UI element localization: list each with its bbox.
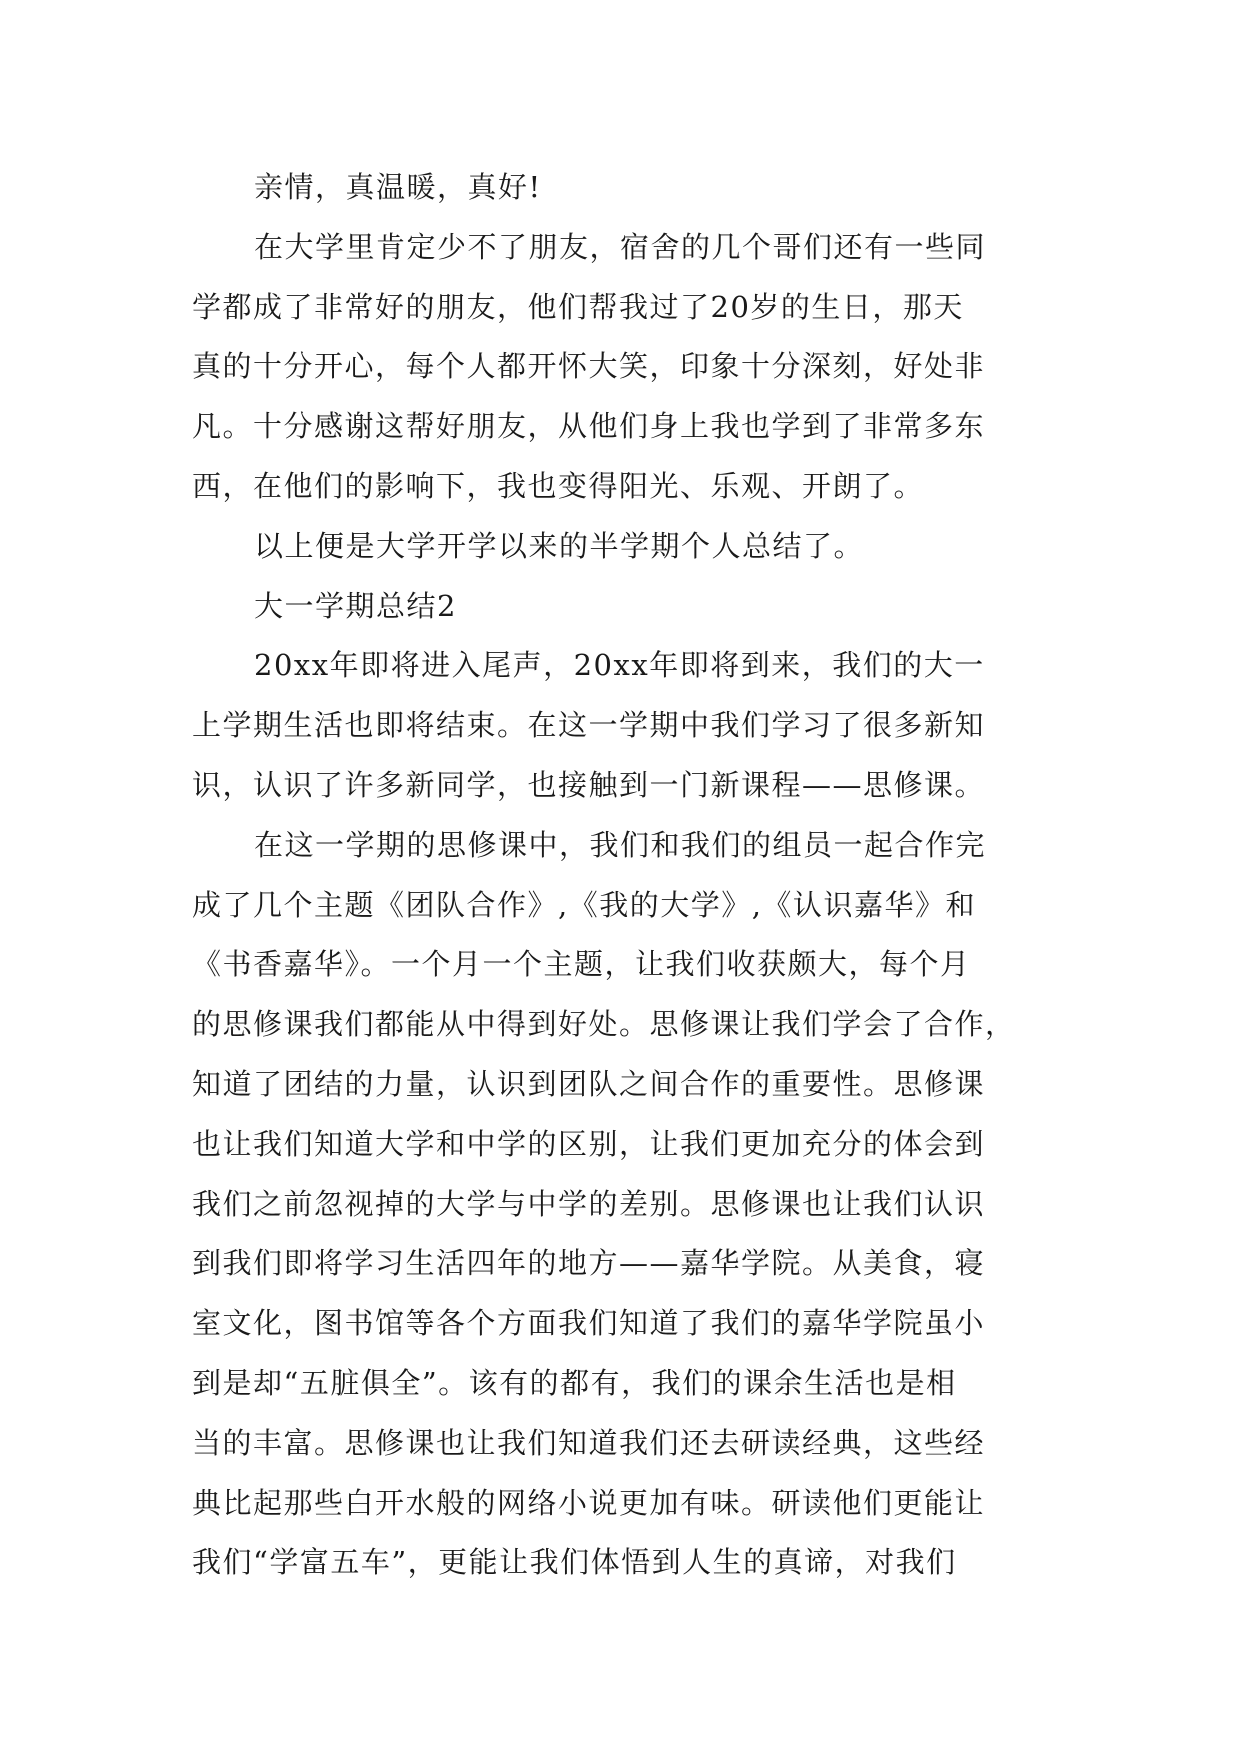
text-line: 知道了团结的力量，认识到团队之间合作的重要性。思修课 [192,1066,986,1101]
text-line: 的思修课我们都能从中得到好处。思修课让我们学会了合作， [192,1007,1016,1042]
text-line: 亲情，真温暖，真好! [254,170,542,204]
text-line: 学都成了非常好的朋友，他们帮我过了20岁的生日，那天 [192,289,964,324]
text-line: 成了几个主题《团队合作》,《我的大学》,《认识嘉华》和 [192,887,976,922]
text-line: 在大学里肯定少不了朋友，宿舍的几个哥们还有一些同 [254,229,987,264]
text-line: 西，在他们的影响下，我也变得阳光、乐观、开朗了。 [192,468,925,503]
text-line: 到是却“五脏俱全”。该有的都有，我们的课余生活也是相 [192,1365,957,1400]
text-line: 当的丰富。思修课也让我们知道我们还去研读经典，这些经 [192,1425,986,1460]
text-line: 大一学期总结2 [254,588,457,623]
text-line: 识，认识了许多新同学，也接触到一门新课程——思修课。 [192,767,986,802]
text-line: 真的十分开心，每个人都开怀大笑，印象十分深刻，好处非 [192,349,986,384]
text-line: 以上便是大学开学以来的半学期个人总结了。 [254,528,865,563]
text-line: 我们“学富五车”，更能让我们体悟到人生的真谛，对我们 [192,1545,957,1580]
document-body [192,158,1050,1593]
text-line: 在这一学期的思修课中，我们和我们的组员一起合作完 [254,827,987,862]
text-line: 20xx年即将进入尾声，20xx年即将到来，我们的大一 [254,648,985,683]
text-line: 我们之前忽视掉的大学与中学的差别。思修课也让我们认识 [192,1186,986,1221]
text-line: 典比起那些白开水般的网络小说更加有味。研读他们更能让 [192,1485,986,1520]
text-line: 凡。十分感谢这帮好朋友，从他们身上我也学到了非常多东 [192,409,986,444]
text-line: 到我们即将学习生活四年的地方——嘉华学院。从美食，寝 [192,1246,986,1281]
text-line: 室文化，图书馆等各个方面我们知道了我们的嘉华学院虽小 [192,1306,986,1341]
text-line: 上学期生活也即将结束。在这一学期中我们学习了很多新知 [192,708,986,743]
text-line: 也让我们知道大学和中学的区别，让我们更加充分的体会到 [192,1126,986,1161]
text-line: 《书香嘉华》。一个月一个主题，让我们收获颇大，每个月 [192,947,971,982]
